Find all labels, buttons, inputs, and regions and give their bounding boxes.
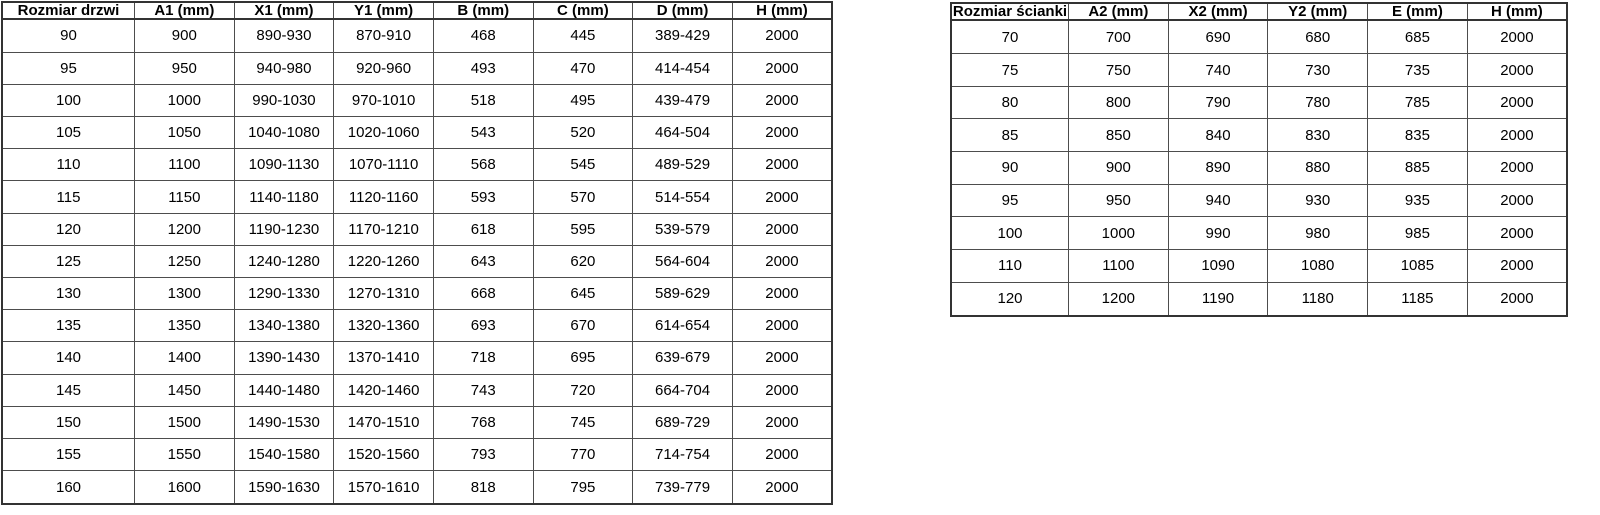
table-cell: 539-579 (633, 213, 733, 245)
column-header: H (mm) (1467, 3, 1567, 20)
table-cell: 564-604 (633, 245, 733, 277)
table-cell: 520 (533, 117, 633, 149)
column-header: C (mm) (533, 2, 633, 19)
table-cell: 470 (533, 52, 633, 84)
table-cell: 135 (2, 310, 135, 342)
table-row (2, 374, 832, 406)
table-cell: 885 (1368, 152, 1468, 185)
table-cell: 2000 (732, 438, 832, 470)
table-cell: 2000 (1467, 119, 1567, 152)
table-cell: 1420-1460 (334, 374, 434, 406)
table-row (951, 152, 1567, 185)
table-row (2, 342, 832, 374)
table-row (2, 310, 832, 342)
column-header: A1 (mm) (135, 2, 235, 19)
table-cell: 1020-1060 (334, 117, 434, 149)
table-cell: 1450 (135, 374, 235, 406)
table-cell: 2000 (732, 310, 832, 342)
table-cell: 468 (433, 19, 533, 52)
table-cell: 1085 (1368, 250, 1468, 283)
table-cell: 2000 (732, 117, 832, 149)
table-cell: 739-779 (633, 471, 733, 504)
table-cell: 2000 (732, 245, 832, 277)
table-cell: 790 (1168, 86, 1268, 119)
table-cell: 160 (2, 471, 135, 504)
table-cell: 750 (1069, 54, 1169, 87)
table-row (2, 52, 832, 84)
column-header: Rozmiar drzwi (2, 2, 135, 19)
table-cell: 514-554 (633, 181, 733, 213)
table-cell: 618 (433, 213, 533, 245)
table-cell: 1340-1380 (234, 310, 334, 342)
table-cell: 1170-1210 (334, 213, 434, 245)
table-cell: 668 (433, 278, 533, 310)
table-cell: 1070-1110 (334, 149, 434, 181)
table-cell: 664-704 (633, 374, 733, 406)
table-cell: 1000 (135, 84, 235, 116)
table-cell: 95 (951, 184, 1069, 217)
table-cell: 2000 (732, 19, 832, 52)
table-cell: 935 (1368, 184, 1468, 217)
table-cell: 1470-1510 (334, 406, 434, 438)
table-cell: 125 (2, 245, 135, 277)
table-cell: 2000 (1467, 54, 1567, 87)
table-cell: 1370-1410 (334, 342, 434, 374)
table-cell: 70 (951, 20, 1069, 54)
table-cell: 639-679 (633, 342, 733, 374)
table-cell: 643 (433, 245, 533, 277)
table-cell: 870-910 (334, 19, 434, 52)
table-cell: 1440-1480 (234, 374, 334, 406)
table-cell: 680 (1268, 20, 1368, 54)
table-cell: 900 (135, 19, 235, 52)
table-cell: 595 (533, 213, 633, 245)
table-cell: 2000 (732, 149, 832, 181)
table-cell: 1090-1130 (234, 149, 334, 181)
table-cell: 1290-1330 (234, 278, 334, 310)
table-cell: 1250 (135, 245, 235, 277)
table-cell: 1270-1310 (334, 278, 434, 310)
table-cell: 100 (2, 84, 135, 116)
table-cell: 115 (2, 181, 135, 213)
table-cell: 940-980 (234, 52, 334, 84)
table-cell: 95 (2, 52, 135, 84)
table-cell: 940 (1168, 184, 1268, 217)
table-cell: 770 (533, 438, 633, 470)
table-cell: 493 (433, 52, 533, 84)
table-cell: 110 (2, 149, 135, 181)
table-cell: 1200 (1069, 282, 1169, 316)
door-table-body (2, 19, 832, 504)
table-cell: 793 (433, 438, 533, 470)
door-sizes-table (1, 1, 833, 505)
table-row (2, 471, 832, 504)
table-cell: 1590-1630 (234, 471, 334, 504)
table-cell: 1570-1610 (334, 471, 434, 504)
table-cell: 714-754 (633, 438, 733, 470)
table-row (2, 245, 832, 277)
table-cell: 950 (1069, 184, 1169, 217)
table-cell: 1100 (135, 149, 235, 181)
column-header: Y1 (mm) (334, 2, 434, 19)
table-cell: 2000 (732, 52, 832, 84)
table-cell: 389-429 (633, 19, 733, 52)
column-header: D (mm) (633, 2, 733, 19)
table-cell: 90 (2, 19, 135, 52)
column-header: X1 (mm) (234, 2, 334, 19)
table-cell: 1400 (135, 342, 235, 374)
table-cell: 700 (1069, 20, 1169, 54)
table-cell: 880 (1268, 152, 1368, 185)
table-cell: 2000 (732, 181, 832, 213)
table-cell: 900 (1069, 152, 1169, 185)
table-cell: 818 (433, 471, 533, 504)
table-cell: 150 (2, 406, 135, 438)
table-cell: 589-629 (633, 278, 733, 310)
wall-table-body (951, 20, 1567, 316)
table-cell: 568 (433, 149, 533, 181)
table-cell: 75 (951, 54, 1069, 87)
table-cell: 145 (2, 374, 135, 406)
table-cell: 1500 (135, 406, 235, 438)
table-row (951, 250, 1567, 283)
table-cell: 740 (1168, 54, 1268, 87)
table-cell: 120 (2, 213, 135, 245)
table-cell: 110 (951, 250, 1069, 283)
table-cell: 2000 (1467, 152, 1567, 185)
table-cell: 2000 (732, 342, 832, 374)
table-cell: 545 (533, 149, 633, 181)
table-cell: 2000 (732, 84, 832, 116)
table-cell: 2000 (1467, 282, 1567, 316)
table-cell: 2000 (732, 374, 832, 406)
table-row (2, 278, 832, 310)
table-cell: 1240-1280 (234, 245, 334, 277)
table-cell: 718 (433, 342, 533, 374)
table-cell: 1220-1260 (334, 245, 434, 277)
table-row (2, 149, 832, 181)
table-row (951, 282, 1567, 316)
table-cell: 464-504 (633, 117, 733, 149)
table-row (2, 438, 832, 470)
column-header: A2 (mm) (1069, 3, 1169, 20)
table-cell: 1390-1430 (234, 342, 334, 374)
table-cell: 1490-1530 (234, 406, 334, 438)
table-cell: 690 (1168, 20, 1268, 54)
table-cell: 1040-1080 (234, 117, 334, 149)
table-cell: 518 (433, 84, 533, 116)
table-cell: 1090 (1168, 250, 1268, 283)
table-row (2, 406, 832, 438)
table-cell: 570 (533, 181, 633, 213)
table-cell: 970-1010 (334, 84, 434, 116)
table-cell: 2000 (1467, 184, 1567, 217)
table-row (2, 84, 832, 116)
table-cell: 800 (1069, 86, 1169, 119)
table-row (951, 217, 1567, 250)
table-row (951, 54, 1567, 87)
table-cell: 445 (533, 19, 633, 52)
column-header: Rozmiar ścianki (952, 3, 1068, 20)
table-cell: 735 (1368, 54, 1468, 87)
table-cell: 720 (533, 374, 633, 406)
table-cell: 489-529 (633, 149, 733, 181)
column-header: B (mm) (433, 2, 533, 19)
table-cell: 1300 (135, 278, 235, 310)
table-cell: 2000 (1467, 217, 1567, 250)
table-cell: 593 (433, 181, 533, 213)
table-cell: 890 (1168, 152, 1268, 185)
table-cell: 1120-1160 (334, 181, 434, 213)
table-cell: 1185 (1368, 282, 1468, 316)
table-cell: 620 (533, 245, 633, 277)
table-cell: 2000 (1467, 250, 1567, 283)
table-cell: 1050 (135, 117, 235, 149)
column-header: X2 (mm) (1168, 3, 1268, 20)
table-cell: 930 (1268, 184, 1368, 217)
table-cell: 1200 (135, 213, 235, 245)
table-cell: 785 (1368, 86, 1468, 119)
table-cell: 1080 (1268, 250, 1368, 283)
table-row (951, 86, 1567, 119)
table-cell: 1150 (135, 181, 235, 213)
table-cell: 100 (951, 217, 1069, 250)
table-cell: 2000 (1467, 86, 1567, 119)
table-cell: 2000 (732, 213, 832, 245)
table-cell: 1520-1560 (334, 438, 434, 470)
table-cell: 890-930 (234, 19, 334, 52)
table-cell: 105 (2, 117, 135, 149)
door-table-header-row (2, 2, 832, 19)
table-row (2, 19, 832, 52)
table-cell: 85 (951, 119, 1069, 152)
table-cell: 768 (433, 406, 533, 438)
table-cell: 985 (1368, 217, 1468, 250)
table-cell: 439-479 (633, 84, 733, 116)
table-row (2, 213, 832, 245)
table-cell: 140 (2, 342, 135, 374)
table-cell: 2000 (1467, 20, 1567, 54)
table-row (2, 181, 832, 213)
table-cell: 780 (1268, 86, 1368, 119)
table-cell: 130 (2, 278, 135, 310)
table-cell: 730 (1268, 54, 1368, 87)
table-cell: 645 (533, 278, 633, 310)
table-cell: 950 (135, 52, 235, 84)
table-row (951, 184, 1567, 217)
table-cell: 795 (533, 471, 633, 504)
table-cell: 990-1030 (234, 84, 334, 116)
table-cell: 980 (1268, 217, 1368, 250)
table-cell: 695 (533, 342, 633, 374)
table-cell: 920-960 (334, 52, 434, 84)
table-row (951, 119, 1567, 152)
table-cell: 840 (1168, 119, 1268, 152)
table-cell: 1320-1360 (334, 310, 434, 342)
table-cell: 1100 (1069, 250, 1169, 283)
table-cell: 685 (1368, 20, 1468, 54)
table-cell: 414-454 (633, 52, 733, 84)
table-cell: 1190-1230 (234, 213, 334, 245)
table-cell: 1540-1580 (234, 438, 334, 470)
table-cell: 1190 (1168, 282, 1268, 316)
table-cell: 495 (533, 84, 633, 116)
table-cell: 614-654 (633, 310, 733, 342)
wall-sizes-table (950, 2, 1568, 317)
table-cell: 745 (533, 406, 633, 438)
table-cell: 835 (1368, 119, 1468, 152)
table-cell: 1350 (135, 310, 235, 342)
table-cell: 2000 (732, 278, 832, 310)
table-cell: 693 (433, 310, 533, 342)
wall-table-header-row (951, 3, 1567, 20)
table-cell: 990 (1168, 217, 1268, 250)
table-cell: 2000 (732, 471, 832, 504)
table-cell: 689-729 (633, 406, 733, 438)
table-cell: 2000 (732, 406, 832, 438)
table-cell: 1180 (1268, 282, 1368, 316)
table-cell: 850 (1069, 119, 1169, 152)
table-cell: 543 (433, 117, 533, 149)
table-cell: 1140-1180 (234, 181, 334, 213)
table-cell: 1600 (135, 471, 235, 504)
table-cell: 670 (533, 310, 633, 342)
column-header: Y2 (mm) (1268, 3, 1368, 20)
table-cell: 1550 (135, 438, 235, 470)
table-cell: 90 (951, 152, 1069, 185)
table-cell: 830 (1268, 119, 1368, 152)
table-cell: 743 (433, 374, 533, 406)
table-cell: 1000 (1069, 217, 1169, 250)
table-cell: 120 (951, 282, 1069, 316)
table-cell: 80 (951, 86, 1069, 119)
column-header: H (mm) (732, 2, 832, 19)
table-cell: 155 (2, 438, 135, 470)
table-row (951, 20, 1567, 54)
table-row (2, 117, 832, 149)
column-header: E (mm) (1368, 3, 1468, 20)
